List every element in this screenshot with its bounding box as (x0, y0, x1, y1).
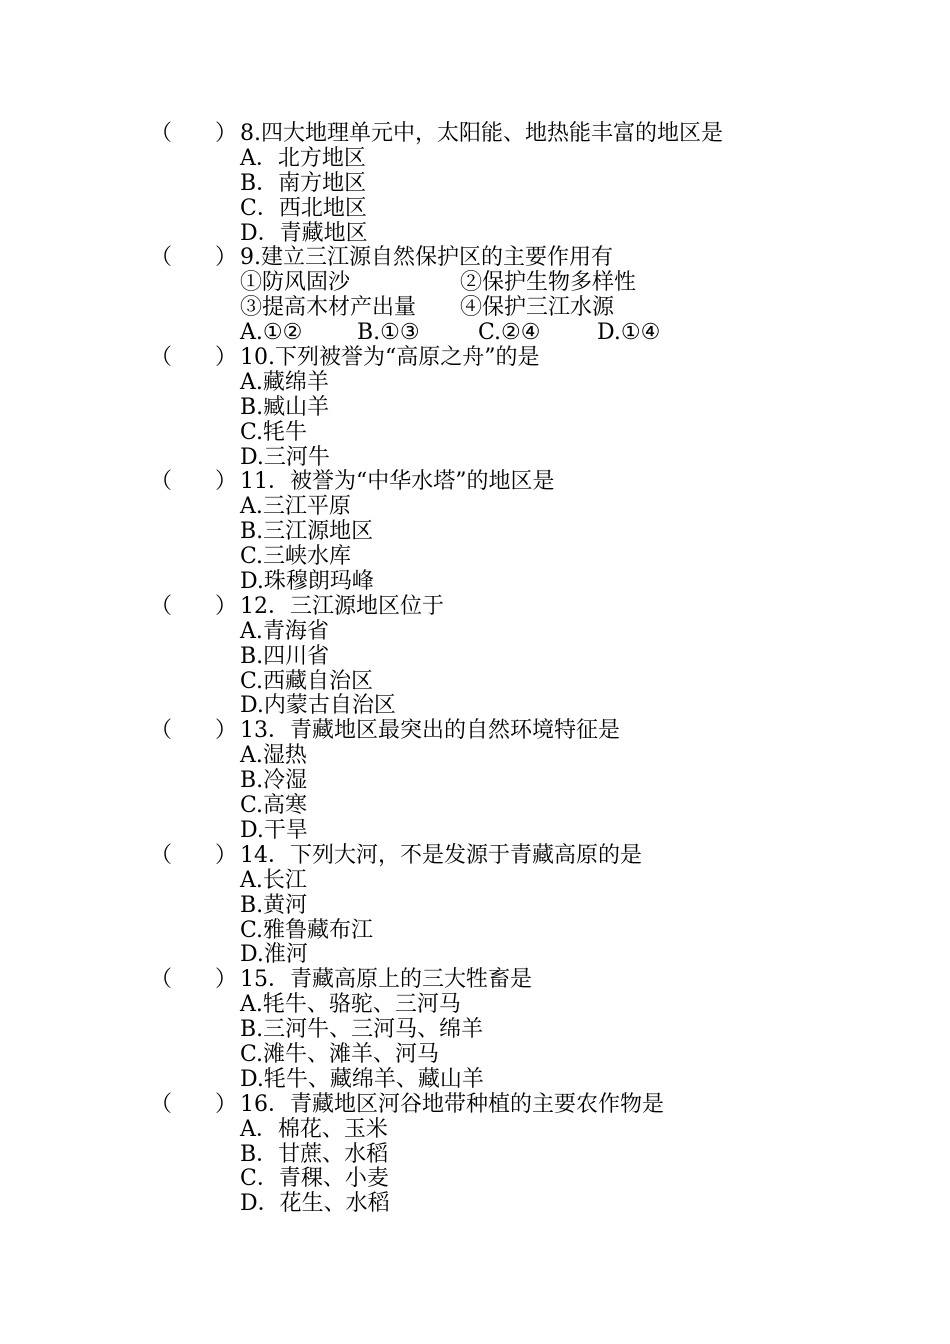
question-14-stem: 14．下列大河，不是发源于青藏高原的是 (240, 842, 642, 868)
answer-paren-open: （ (150, 842, 173, 868)
answer-paren-open: （ (150, 245, 173, 271)
question-9-statement-3: ③提高木材产出量 (240, 295, 417, 321)
question-8-option-a: A．北方地区 (240, 145, 366, 171)
question-13-option-c: C.高寒 (240, 793, 308, 819)
question-14-stem-line (0, 844, 950, 869)
question-11-option-b: B.三江源地区 (240, 519, 374, 545)
question-12-option-d: D.内蒙古自治区 (240, 693, 396, 719)
answer-paren-open: （ (150, 469, 173, 495)
answer-paren-open: （ (150, 1091, 173, 1117)
question-16-option-c: C．青稞、小麦 (240, 1166, 389, 1192)
question-16-stem: 16．青藏地区河谷地带种植的主要农作物是 (240, 1091, 664, 1117)
answer-paren-open: （ (150, 345, 173, 371)
question-9-choice-d: D.①④ (597, 320, 661, 346)
question-9-choice-b: B.①③ (357, 320, 420, 346)
question-9-statement-4: ④保护三江水源 (460, 295, 615, 321)
question-9-choice-c: C.②④ (478, 320, 541, 346)
question-14-option-c: C.雅鲁藏布江 (240, 917, 374, 943)
answer-paren-close: ） (215, 967, 238, 993)
question-11-option-d: D.珠穆朗玛峰 (240, 569, 374, 595)
answer-paren-close: ） (215, 345, 238, 371)
answer-paren-open: （ (150, 718, 173, 744)
question-16-option-a: A．棉花、玉米 (240, 1116, 388, 1142)
question-14-option-d: D.淮河 (240, 942, 308, 968)
question-9-stem: 9.建立三江源自然保护区的主要作用有 (240, 245, 613, 271)
answer-paren-close: ） (215, 842, 238, 868)
question-15-option-a: A.牦牛、骆驼、三河马 (240, 992, 461, 1018)
question-14-option-a: A.长江 (240, 867, 307, 893)
question-15-option-c: C.滩牛、滩羊、河马 (240, 1041, 440, 1067)
question-13-option-b: B.冷湿 (240, 768, 308, 794)
question-8-stem: 8.四大地理单元中，太阳能、地热能丰富的地区是 (240, 121, 723, 146)
question-sheet (0, 122, 950, 1217)
question-8-option-d: D．青藏地区 (240, 220, 368, 246)
question-12-stem: 12．三江源地区位于 (240, 593, 444, 619)
question-16-stem-line (0, 1093, 950, 1118)
question-15-option-b: B.三河牛、三河马、绵羊 (240, 1017, 484, 1043)
question-9-choice-a: A.①② (240, 320, 303, 346)
answer-paren-close: ） (215, 121, 238, 146)
question-12-option-b: B.四川省 (240, 643, 330, 669)
question-8-option-c: C．西北地区 (240, 195, 367, 221)
answer-paren-open: （ (150, 121, 173, 146)
question-10-option-a: A.藏绵羊 (240, 369, 329, 395)
answer-paren-close: ） (215, 245, 238, 271)
question-12-stem-line (0, 595, 950, 620)
question-10-option-d: D.三河牛 (240, 444, 330, 470)
answer-paren-close: ） (215, 469, 238, 495)
question-11-stem-line (0, 470, 950, 495)
question-16-option-d: D．花生、水稻 (240, 1191, 390, 1217)
question-10-option-c: C.牦牛 (240, 419, 308, 445)
question-9-statement-1: ①防风固沙 (240, 270, 351, 296)
question-9-stem-line (0, 246, 950, 271)
question-10-option-b: B.臧山羊 (240, 394, 330, 420)
question-13-option-d: D.干旱 (240, 817, 308, 843)
question-15-stem-line (0, 968, 950, 993)
question-10-stem: 10.下列被誉为“高原之舟”的是 (240, 345, 540, 371)
answer-paren-close: ） (215, 593, 238, 619)
question-8-option-b: B．南方地区 (240, 170, 367, 196)
question-13-option-a: A.湿热 (240, 743, 307, 769)
question-10-stem-line (0, 346, 950, 371)
question-13-stem-line (0, 719, 950, 744)
question-15-option-d: D.牦牛、藏绵羊、藏山羊 (240, 1066, 484, 1092)
question-11-option-c: C.三峡水库 (240, 544, 352, 570)
answer-paren-close: ） (215, 718, 238, 744)
question-12-option-c: C.西藏自治区 (240, 668, 374, 694)
answer-paren-open: （ (150, 967, 173, 993)
answer-paren-open: （ (150, 593, 173, 619)
question-16-option-b: B．甘蔗、水稻 (240, 1141, 389, 1167)
question-11-stem: 11．被誉为“中华水塔”的地区是 (240, 469, 555, 495)
question-14-option-b: B.黄河 (240, 892, 308, 918)
question-12-option-a: A.青海省 (240, 618, 329, 644)
question-13-stem: 13．青藏地区最突出的自然环境特征是 (240, 718, 620, 744)
question-11-option-a: A.三江平原 (240, 494, 351, 520)
question-9-statement-2: ②保护生物多样性 (460, 270, 637, 296)
answer-paren-close: ） (215, 1091, 238, 1117)
question-15-stem: 15．青藏高原上的三大牲畜是 (240, 967, 532, 993)
question-8-stem-line (0, 122, 950, 147)
